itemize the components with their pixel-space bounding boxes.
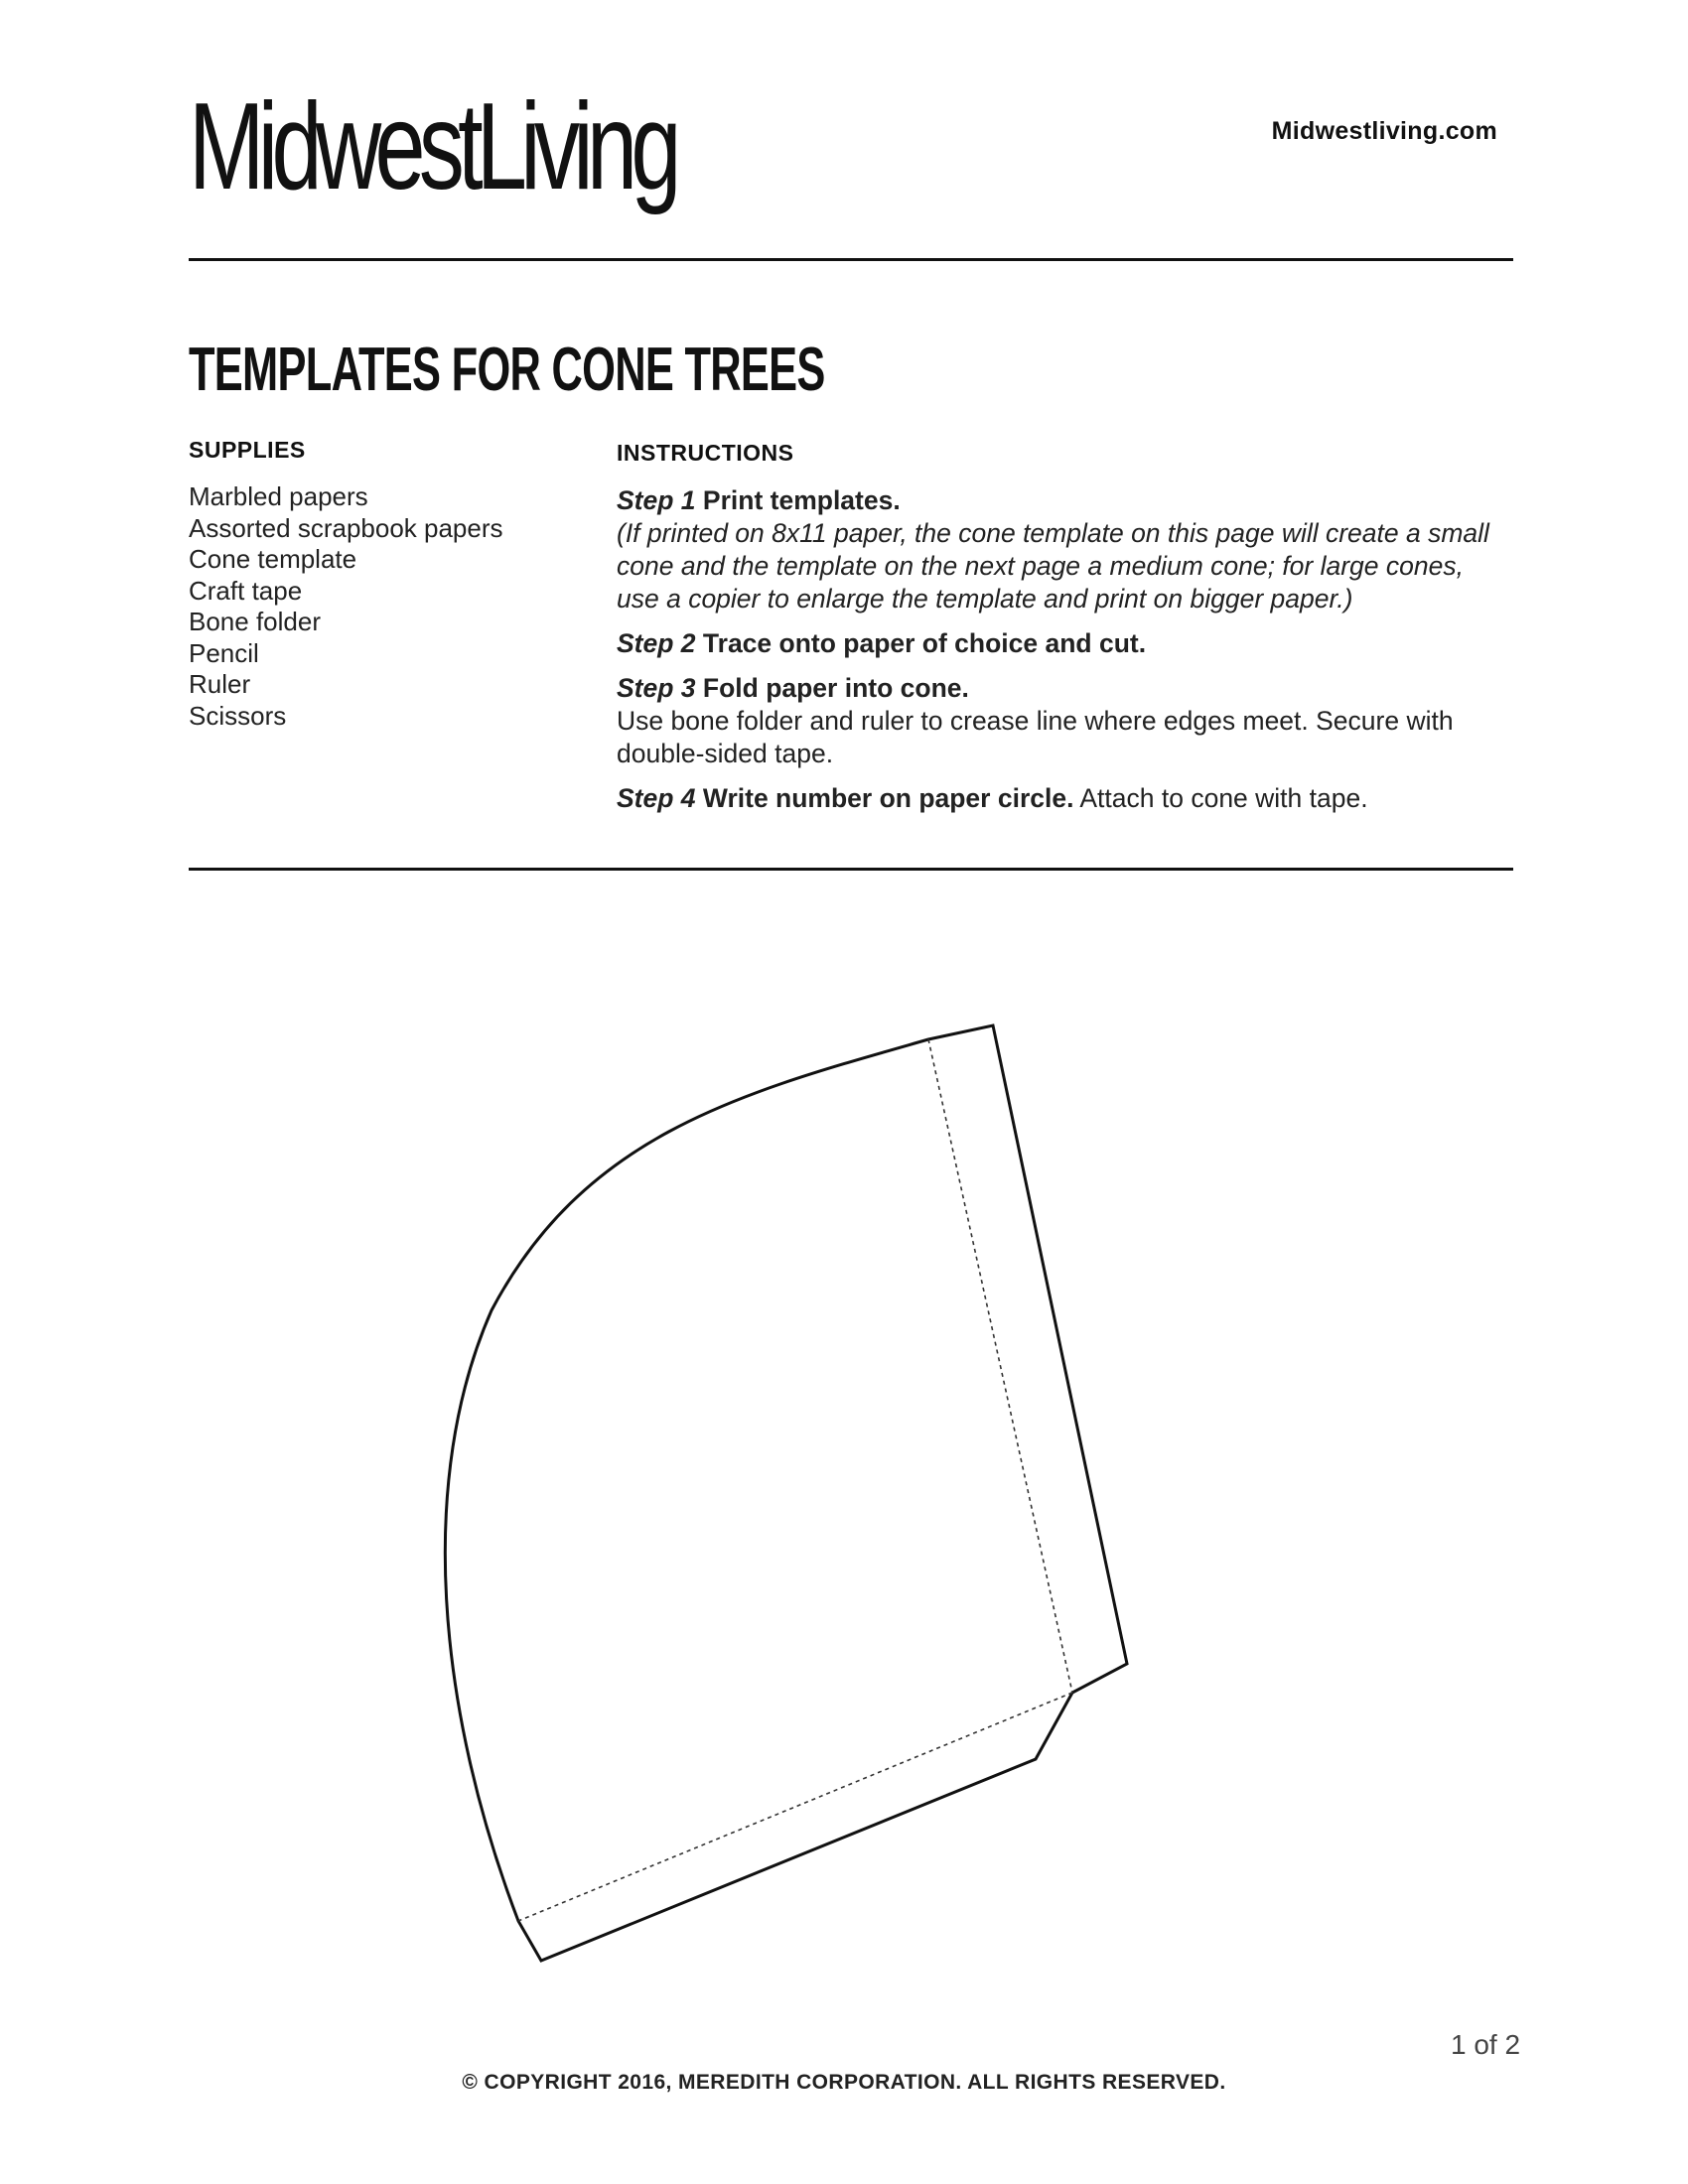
step-label: Step 3: [617, 673, 696, 703]
step-title: Trace onto paper of choice and cut.: [702, 628, 1147, 658]
supply-item: Ruler: [189, 669, 251, 699]
step-note: (If printed on 8x11 paper, the cone template on this page will create a small cone and the template on the next page a medium cone; for large cones, use a copier to enlarge the template and print on bigger paper.): [617, 518, 1489, 614]
supply-item: Marbled papers: [189, 481, 368, 511]
step-title: Fold paper into cone.: [702, 673, 969, 703]
step-label: Step 1: [617, 485, 696, 515]
step-label: Step 4: [617, 783, 696, 813]
supply-item: Assorted scrapbook papers: [189, 512, 503, 543]
fold-line-bottom: [518, 1693, 1072, 1921]
copyright-notice: © COPYRIGHT 2016, MEREDITH CORPORATION. ALL RIGHTS RESERVED.: [462, 2071, 1226, 2094]
supply-item: Cone template: [189, 544, 357, 574]
supply-item: Bone folder: [189, 607, 321, 636]
page-number: 1 of 2: [1451, 2029, 1521, 2060]
supplies-heading: SUPPLIES: [189, 437, 306, 463]
fold-line-right: [928, 1039, 1072, 1693]
site-url: Midwestliving.com: [1271, 117, 1497, 145]
supply-item: Craft tape: [189, 575, 303, 606]
step-title: Print templates.: [702, 485, 901, 515]
step-title: Write number on paper circle.: [702, 783, 1074, 813]
cone-template-outline: [445, 1025, 1127, 1961]
page-title: TEMPLATES FOR CONE TREES: [189, 336, 825, 404]
supply-item: Pencil: [189, 637, 259, 668]
step-text: Use bone folder and ruler to crease line where edges meet. Secure with double-sided tape.: [617, 706, 1454, 768]
supply-item: Scissors: [189, 700, 287, 731]
instructions-heading: INSTRUCTIONS: [617, 440, 794, 466]
step-text: Attach to cone with tape.: [1079, 783, 1368, 813]
step-label: Step 2: [617, 628, 696, 658]
midwest-living-logo: MidwestLiving: [189, 78, 675, 215]
